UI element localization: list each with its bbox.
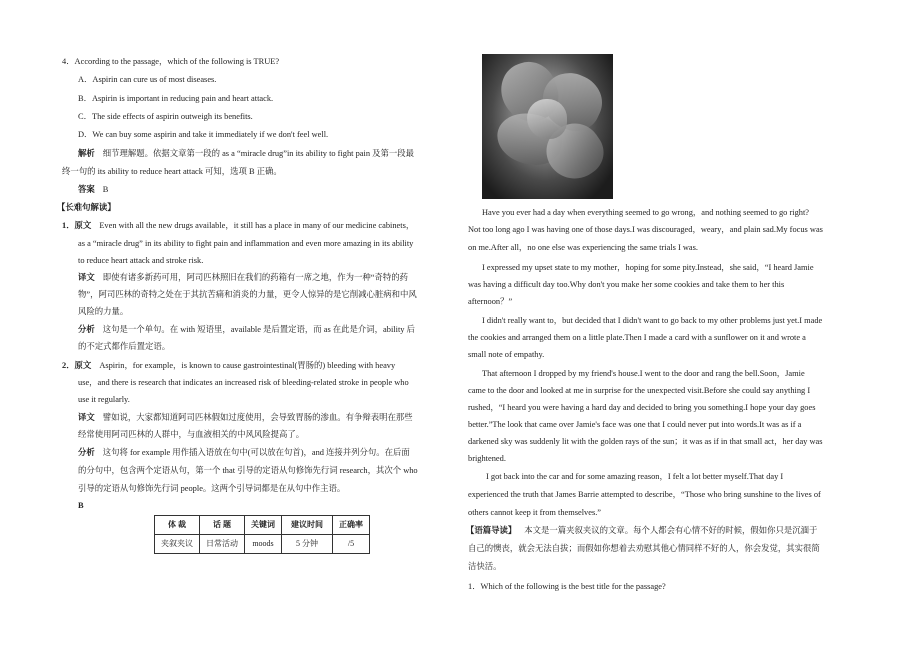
para5-line-3: others cannot keep it from themselves.” xyxy=(468,508,602,517)
item2-analysis-line-1: 分析 这句将 for example 用作插入语放在句中(可以放在句首)，and 连接并列分句。在后面 xyxy=(78,448,410,457)
question-4-stem: 4．According to the passage，which of the following is TRUE? xyxy=(62,57,280,66)
item1-orig-line-3: to reduce heart attack and stroke risk. xyxy=(78,256,204,265)
table-header-cell: 正确率 xyxy=(333,516,370,535)
guide-label: 【语篇导读】 xyxy=(466,526,517,535)
item1-orig-line-1: 1．原文 Even with all the new drugs available，it still has a place in many of our medicine cabinets， xyxy=(62,221,415,230)
table-header-cell: 关键词 xyxy=(245,516,282,535)
item1-trans-line-1: 译文 即使有诸多新药可用，阿司匹林照旧在我们的药箱有一席之地，作为一种“奇特的药 xyxy=(78,273,408,282)
guide-line-1: 【语篇导读】 本文是一篇夹叙夹议的文章。每个人都会有心情不好的时候，假如你只是沉湎于 xyxy=(466,526,818,535)
table-header-cell: 体 裁 xyxy=(155,516,200,535)
analysis-line-2: 终一句的 its ability to reduce heart attack 可知，选项 B 正确。 xyxy=(62,167,282,176)
option-c: C．The side effects of aspirin outweigh its benefits. xyxy=(78,112,253,121)
para3-line-1: I didn't really want to，but decided that I didn't want to go back to my other problems just yet.I made xyxy=(482,316,823,325)
flower-photo-icon xyxy=(482,54,613,199)
guide-line-2: 自己的懊丧，就会无法自拔；而假如你想着去劝慰其他心情同样不好的人，你会发觉，其实很简 xyxy=(468,544,820,553)
item1-trans-line-3: 风险的力量。 xyxy=(78,307,129,316)
para1-line-3: on me.After all，no one else was experiencing the same trials I was. xyxy=(468,243,699,252)
para4-line-6: brightened. xyxy=(468,454,506,463)
item1-trans-line-2: 物”，阿司匹林的奇特之处在于其抗苦痛和消炎的力量，更令人惊异的是它削减心脏病和中风 xyxy=(78,290,417,299)
analysis-label: 解析 xyxy=(78,149,95,158)
para4-line-5: darkened sky was suddenly lit with the golden rays of the sun；it was as if in that small act，her day was xyxy=(468,437,823,446)
table-header-row xyxy=(155,516,370,535)
table-header-cell: 话 题 xyxy=(200,516,245,535)
option-a: A．Aspirin can cure us of most diseases. xyxy=(78,75,217,84)
item2-analysis-line-2: 的分句中，包含两个定语从句，第一个 that 引导的定语从句修饰先行词 research，其次个 who xyxy=(78,466,418,475)
option-d: D．We can buy some aspirin and take it immediately if we don't feel well. xyxy=(78,130,329,139)
para1-line-1: Have you ever had a day when everything seemed to go wrong，and nothing seemed to go right? xyxy=(482,208,809,217)
para5-line-2: experienced the truth that James Barrie attempted to describe，“Those who bring sunshine to the lives of xyxy=(468,490,821,499)
table-cell: moods xyxy=(245,535,282,554)
item1-analysis-line-2: 的不定式都作后置定语。 xyxy=(78,342,171,351)
para4-line-2: came to the door and looked at me in surprise for the unexpected visit.Before she could say anything I xyxy=(468,386,811,395)
answer-line xyxy=(62,181,108,198)
item2-trans-line-2: 经常使用阿司匹林的人群中，与血液相关的中风风险提高了。 xyxy=(78,430,305,439)
item2-orig-line-3: use it regularly. xyxy=(78,395,130,404)
part-b-label: B xyxy=(78,501,84,510)
table-cell: 5 分钟 xyxy=(282,535,333,554)
passage-info-table xyxy=(154,515,370,554)
item2-analysis-line-3: 引导的定语从句修饰先行词 people。这两个引导词都是在从句中作主语。 xyxy=(78,484,346,493)
para3-line-3: small note of empathy. xyxy=(468,350,545,359)
para1-line-2: Not too long ago I was having one of those days.I was discouraged，weary，and plain sad.My focus was xyxy=(468,225,823,234)
para4-line-3: rushed，“I heard you were having a hard day and decided to bring you something.I hope your day goes xyxy=(468,403,816,412)
para2-line-1: I expressed my upset state to my mother，hoping for some pity.Instead，she said，“I heard Jamie xyxy=(482,263,814,272)
section-header-long-sentences: 【长难句解读】 xyxy=(57,203,116,212)
table-row xyxy=(155,535,370,554)
question-1: 1．Which of the following is the best title for the passage? xyxy=(468,582,666,591)
table-header-cell: 建议时间 xyxy=(282,516,333,535)
item1-orig-line-2: as a “miracle drug” in its ability to fight pain and inflammation and even more amazing in its ability xyxy=(78,239,414,248)
item1-analysis-line-1: 分析 这句是一个单句。在 with 短语里，available 是后置定语，而 as 在此是介词，ability 后 xyxy=(78,325,415,334)
para4-line-1: That afternoon I dropped by my friend's house.I went to the door and rang the bell.Soon，Jamie xyxy=(482,369,805,378)
para2-line-2: was having a difficult day too.Why don't you make her some cookies and take them to her this xyxy=(468,280,785,289)
analysis-line-1: 解析 细节理解题。依据文章第一段的 as a “miracle drug”in its ability to fight pain 及第一段最 xyxy=(78,149,414,158)
item2-trans-line-1: 译文 譬如说，大家都知道阿司匹林假如过度使用，会导致胃肠的渗血。有争辩表明在那些 xyxy=(78,413,413,422)
answer-value: B xyxy=(102,185,109,194)
item2-orig-line-2: use，and there is research that indicates an increased risk of bleeding-related stroke in people who xyxy=(78,378,409,387)
para5-line-1: I got back into the car and for some amazing reason，I felt a lot better myself.That day I xyxy=(486,472,784,481)
para4-line-4: better.”The look that came over Jamie's face was one that I could never put into words.It was as if a xyxy=(468,420,802,429)
item2-orig-line-1: 2．原文 Aspirin，for example，is known to cause gastrointestinal(胃肠的) bleeding with heavy xyxy=(62,361,396,370)
table-cell: 日常活动 xyxy=(200,535,245,554)
para3-line-2: the cookies and arranged them on a little plate.Then I made a card with a sunflower on it and wrote a xyxy=(468,333,806,342)
option-b: B．Aspirin is important in reducing pain and heart attack. xyxy=(78,94,274,103)
table-cell: 夹叙夹议 xyxy=(155,535,200,554)
guide-line-3: 洁快活。 xyxy=(468,562,502,571)
para2-line-3: afternoon？” xyxy=(468,297,513,306)
answer-label: 答案 xyxy=(78,185,95,194)
table-cell: /5 xyxy=(333,535,370,554)
